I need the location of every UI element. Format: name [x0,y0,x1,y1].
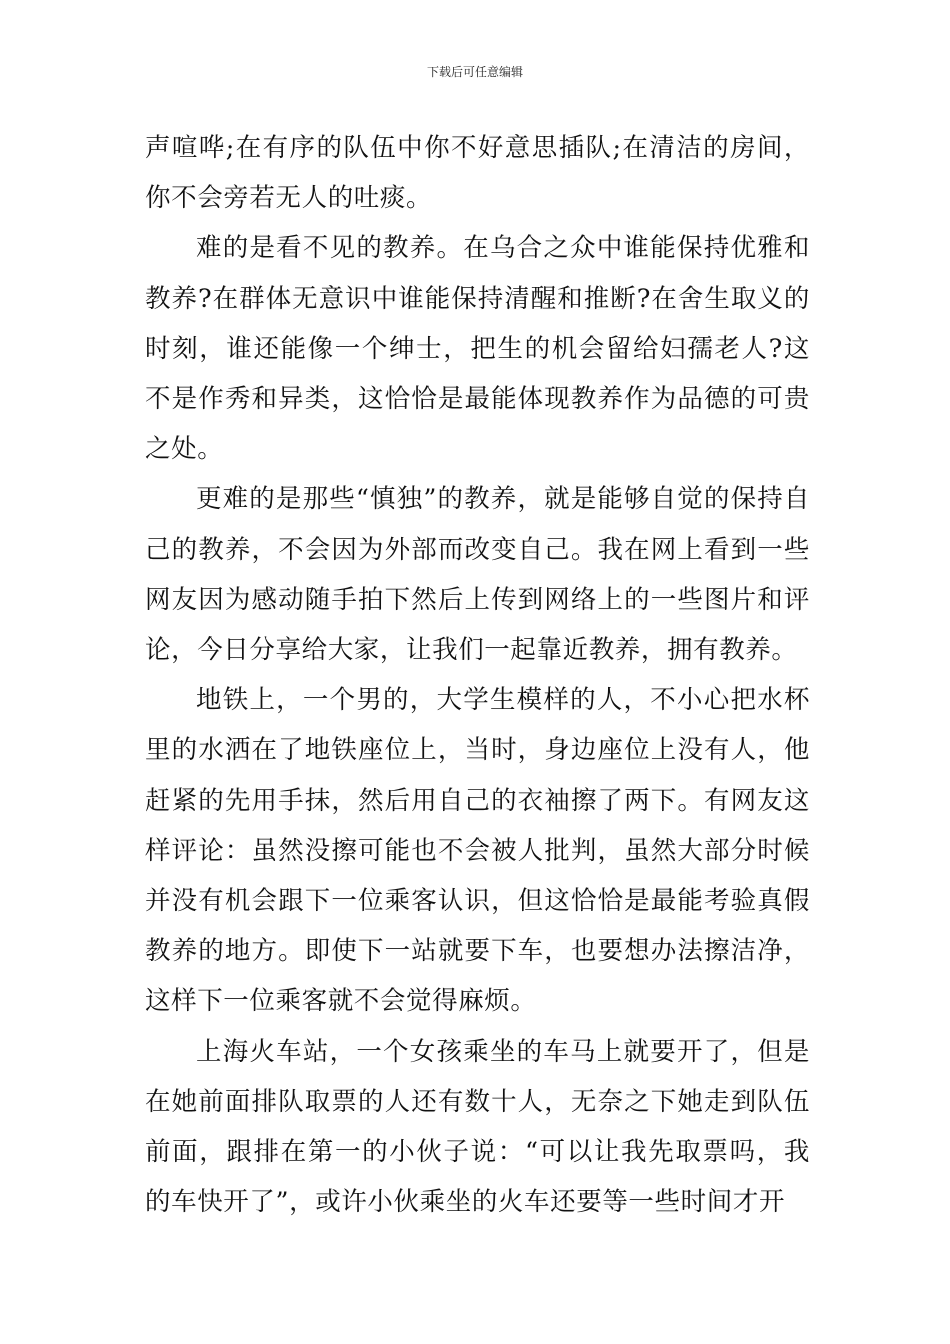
paragraph-2: 难的是看不见的教养。在乌合之众中谁能保持优雅和教养?在群体无意识中谁能保持清醒和推断?在舍生取义的时刻，谁还能像一个绅士，把生的机会留给妇孺老人?这不是作秀和异类，这恰恰是最能体现教养作为品德的可贵之处。 [145,233,810,465]
page-header: 下载后可任意编辑 [426,65,523,79]
paragraph-1: 声喧哗;在有序的队伍中你不好意思插队;在清洁的房间，你不会旁若无人的吐痰。 [145,133,810,214]
paragraph-3: 更难的是那些“慎独”的教养，就是能够自觉的保持自己的教养，不会因为外部而改变自己。我在网上看到一些网友因为感动随手拍下然后上传到网络上的一些图片和评论，今日分享给大家，让我们一起靠近教养，拥有教养。 [145,484,810,666]
document-body [145,123,810,1227]
paragraph-5: 上海火车站，一个女孩乘坐的车马上就要开了，但是在她前面排队取票的人还有数十人，无奈之下她走到队伍前面，跟排在第一的小伙子说：“可以让我先取票吗，我的车快开了”，或许小伙乘坐的火车还要等一些时间才开 [145,1036,810,1218]
paragraph-4: 地铁上，一个男的，大学生模样的人，不小心把水杯里的水洒在了地铁座位上，当时，身边座位上没有人，他赶紧的先用手抹，然后用自己的衣袖擦了两下。有网友这样评论：虽然没擦可能也不会被人批判，虽然大部分时候并没有机会跟下一位乘客认识，但这恰恰是最能考验真假教养的地方。即使下一站就要下车，也要想办法擦洁净，这样下一位乘客就不会觉得麻烦。 [145,685,810,1017]
